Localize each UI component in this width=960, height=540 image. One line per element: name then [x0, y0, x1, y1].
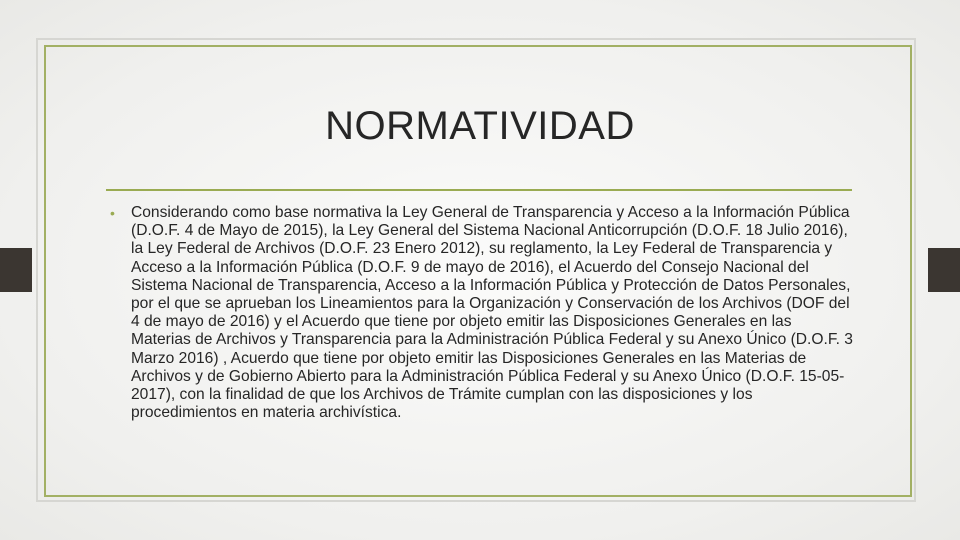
- title-divider: [106, 189, 852, 191]
- right-side-tab: [928, 248, 960, 292]
- bullet-item: [110, 204, 855, 422]
- bullet-list: [110, 204, 855, 422]
- slide-title: NORMATIVIDAD: [325, 104, 635, 148]
- bullet-dot-icon: •: [110, 205, 115, 221]
- bullet-text: Considerando como base normativa la Ley General de Transparencia y Acceso a la Información Pública (D.O.F. 4 de Mayo de 2015), la Ley General del Sistema Nacional Anticorrupción (D.O.F. 18 Julio 2016), la Ley Federal de Archivos (D.O.F. 23 Enero 2012), su reglamento, la Ley Federal de Transparencia y Acceso a la Información Pública (D.O.F. 9 de mayo de 2016), el Acuerdo del Consejo Nacional del Sistema Nacional de Transparencia, Acceso a la Información Pública y Protección de Datos Personales, por el que se aprueban los Lineamientos para la Organización y Conservación de los Archivos (DOF del 4 de mayo de 2016) y el Acuerdo que tiene por objeto emitir las Disposiciones Generales en las Materias de Archivos y Transparencia para la Administración Pública Federal y su Anexo Único (D.O.F. 3 Marzo 2016) , Acuerdo que tiene por objeto emitir las Disposiciones Generales en las Materias de Archivos y de Gobierno Abierto para la Administración Pública Federal y su Anexo Único (D.O.F. 15-05-2017), con la finalidad de que los Archivos de Trámite cumplan con las disposiciones y los procedimientos en materia archivística.: [131, 204, 853, 422]
- left-side-tab: [0, 248, 32, 292]
